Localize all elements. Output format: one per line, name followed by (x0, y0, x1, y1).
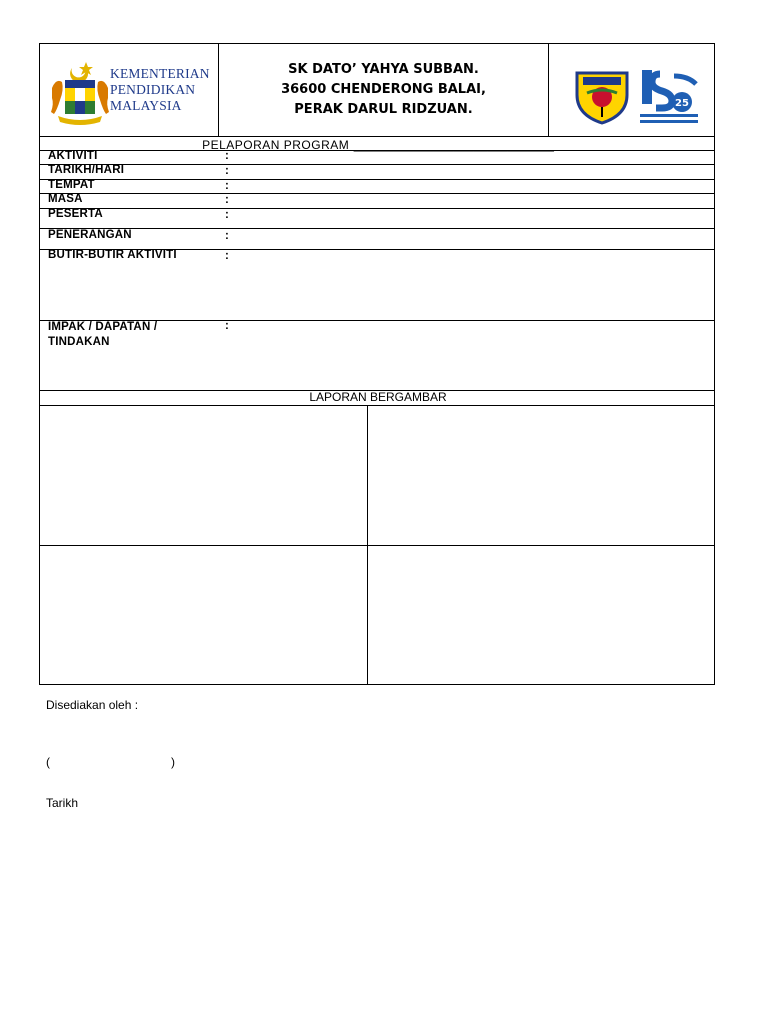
program-name-blank[interactable]: ______________________________ (353, 138, 554, 152)
signature-name-field[interactable] (54, 755, 170, 771)
photo-slot-4[interactable] (368, 546, 714, 684)
school-line-2: 36600 CHENDERONG BALAI, (281, 82, 486, 97)
ministry-line-1: KEMENTERIAN (110, 66, 210, 81)
field-colon-aktiviti: : (225, 150, 229, 162)
field-colon-peserta: : (225, 209, 229, 221)
report-form (39, 43, 715, 685)
field-colon-impak: : (225, 320, 229, 332)
photo-section-title: LAPORAN BERGAMBAR (309, 390, 447, 404)
is25-logo-icon (638, 66, 700, 128)
program-title-row (40, 136, 716, 154)
photo-slot-2[interactable] (368, 406, 714, 544)
date-label: Tarikh (46, 796, 79, 810)
signature-open-paren: ( (46, 755, 50, 769)
field-label-impak-line-1: IMPAK / DAPATAN / (48, 321, 158, 333)
school-name (219, 60, 548, 120)
divider-tarikh (40, 179, 714, 180)
school-line-3: PERAK DARUL RIDZUAN. (294, 102, 473, 117)
program-title: PELAPORAN PROGRAM (202, 138, 350, 152)
ministry-line-3: MALAYSIA (110, 98, 182, 113)
field-colon-butir-butir-aktiviti: : (225, 250, 229, 262)
prepared-by-label: Disediakan oleh : (46, 698, 139, 712)
ministry-line-2: PENDIDIKAN (110, 82, 196, 97)
field-label-aktiviti: AKTIVITI (48, 150, 98, 162)
field-label-butir-butir-aktiviti: BUTIR-BUTIR AKTIVITI (48, 249, 177, 261)
school-line-1: SK DATO’ YAHYA SUBBAN. (288, 62, 479, 77)
field-colon-tempat: : (225, 180, 229, 192)
divider-tempat (40, 193, 714, 194)
divider-aktiviti (40, 164, 714, 165)
malaysia-coat-of-arms-icon (50, 60, 110, 126)
divider-peserta (40, 228, 714, 229)
photo-slot-3[interactable] (41, 546, 366, 684)
field-label-peserta: PESERTA (48, 208, 103, 220)
school-crest-icon (573, 67, 631, 125)
divider-masa (40, 208, 714, 209)
field-label-impak (48, 320, 157, 350)
field-colon-tarikh-hari: : (225, 165, 229, 177)
field-label-impak-line-2: TINDAKAN (48, 336, 110, 348)
field-label-tempat: TEMPAT (48, 179, 95, 191)
ministry-name (110, 66, 220, 114)
signature-close-paren: ) (171, 755, 175, 769)
photo-slot-1[interactable] (41, 406, 366, 544)
header-divider-right (548, 44, 549, 136)
field-colon-masa: : (225, 194, 229, 206)
svg-text:25: 25 (675, 98, 689, 109)
field-label-tarikh-hari: TARIKH/HARI (48, 164, 125, 176)
field-label-masa: MASA (48, 193, 83, 205)
field-colon-penerangan: : (225, 230, 229, 242)
field-label-penerangan: PENERANGAN (48, 229, 132, 241)
